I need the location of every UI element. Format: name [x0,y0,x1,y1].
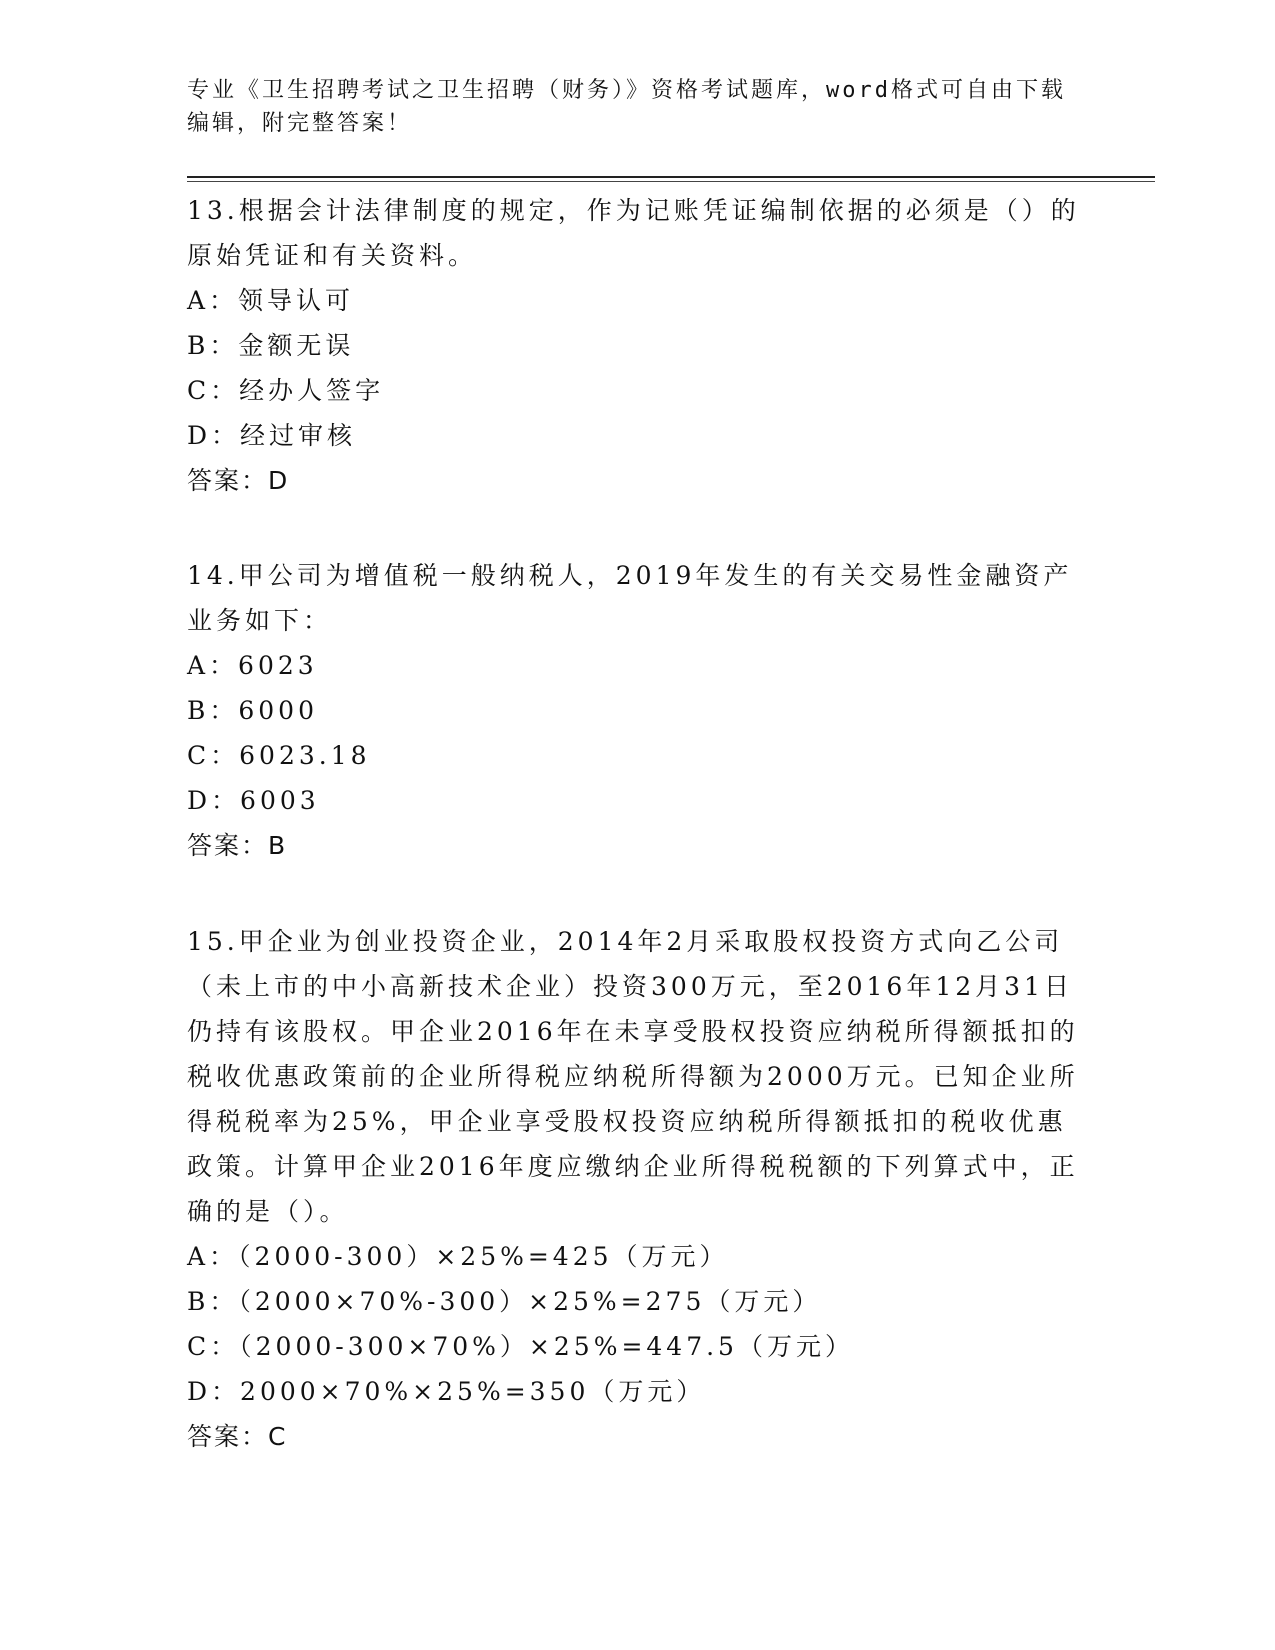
header-line-2: 编辑，附完整答案！ [187,111,413,136]
option-d: D：2000×70%×25%=350（万元） [187,1377,706,1406]
question-13 [187,188,1087,503]
option-b: B：（2000×70%-300）×25%=275（万元） [187,1287,822,1316]
question-stem: 13.根据会计法律制度的规定，作为记账凭证编制依据的必须是（）的原始凭证和有关资料。 [187,196,1080,270]
option-d: D：经过审核 [187,421,357,450]
header-divider-thick [187,176,1155,178]
document-header [187,74,1087,140]
option-a: A：6023 [187,651,318,680]
option-a: A：领导认可 [187,286,355,315]
header-divider-thin [187,181,1155,182]
option-b: B：6000 [187,696,318,725]
question-stem: 15.甲企业为创业投资企业，2014年2月采取股权投资方式向乙公司（未上市的中小高新技术企业）投资300万元，至2016年12月31日仍持有该股权。甲企业2016年在未享受股权投资应纳税所得额抵扣的税收优惠政策前的企业所得税应纳税所得额为2000万元。已知企业所得税税率为25%，甲企业享受股权投资应纳税所得额抵扣的税收优惠政策。计算甲企业2016年度应缴纳企业所得税税额的下列算式中，正确的是（）。 [187,927,1079,1226]
question-stem: 14.甲公司为增值税一般纳税人，2019年发生的有关交易性金融资产业务如下： [187,561,1073,635]
answer-label: 答案：C [187,1422,288,1451]
answer-label: 答案：D [187,466,290,495]
option-c: C：经办人签字 [187,376,385,405]
option-d: D：6003 [187,786,320,815]
question-15 [187,919,1087,1459]
question-14 [187,553,1087,868]
answer-label: 答案：B [187,831,288,860]
option-c: C：（2000-300×70%）×25%=447.5（万元） [187,1332,854,1361]
option-c: C：6023.18 [187,741,371,770]
option-b: B：金额无误 [187,331,355,360]
option-a: A：（2000-300）×25%=425（万元） [187,1242,729,1271]
header-line-1: 专业《卫生招聘考试之卫生招聘（财务）》资格考试题库，word格式可自由下载 [187,78,1066,103]
